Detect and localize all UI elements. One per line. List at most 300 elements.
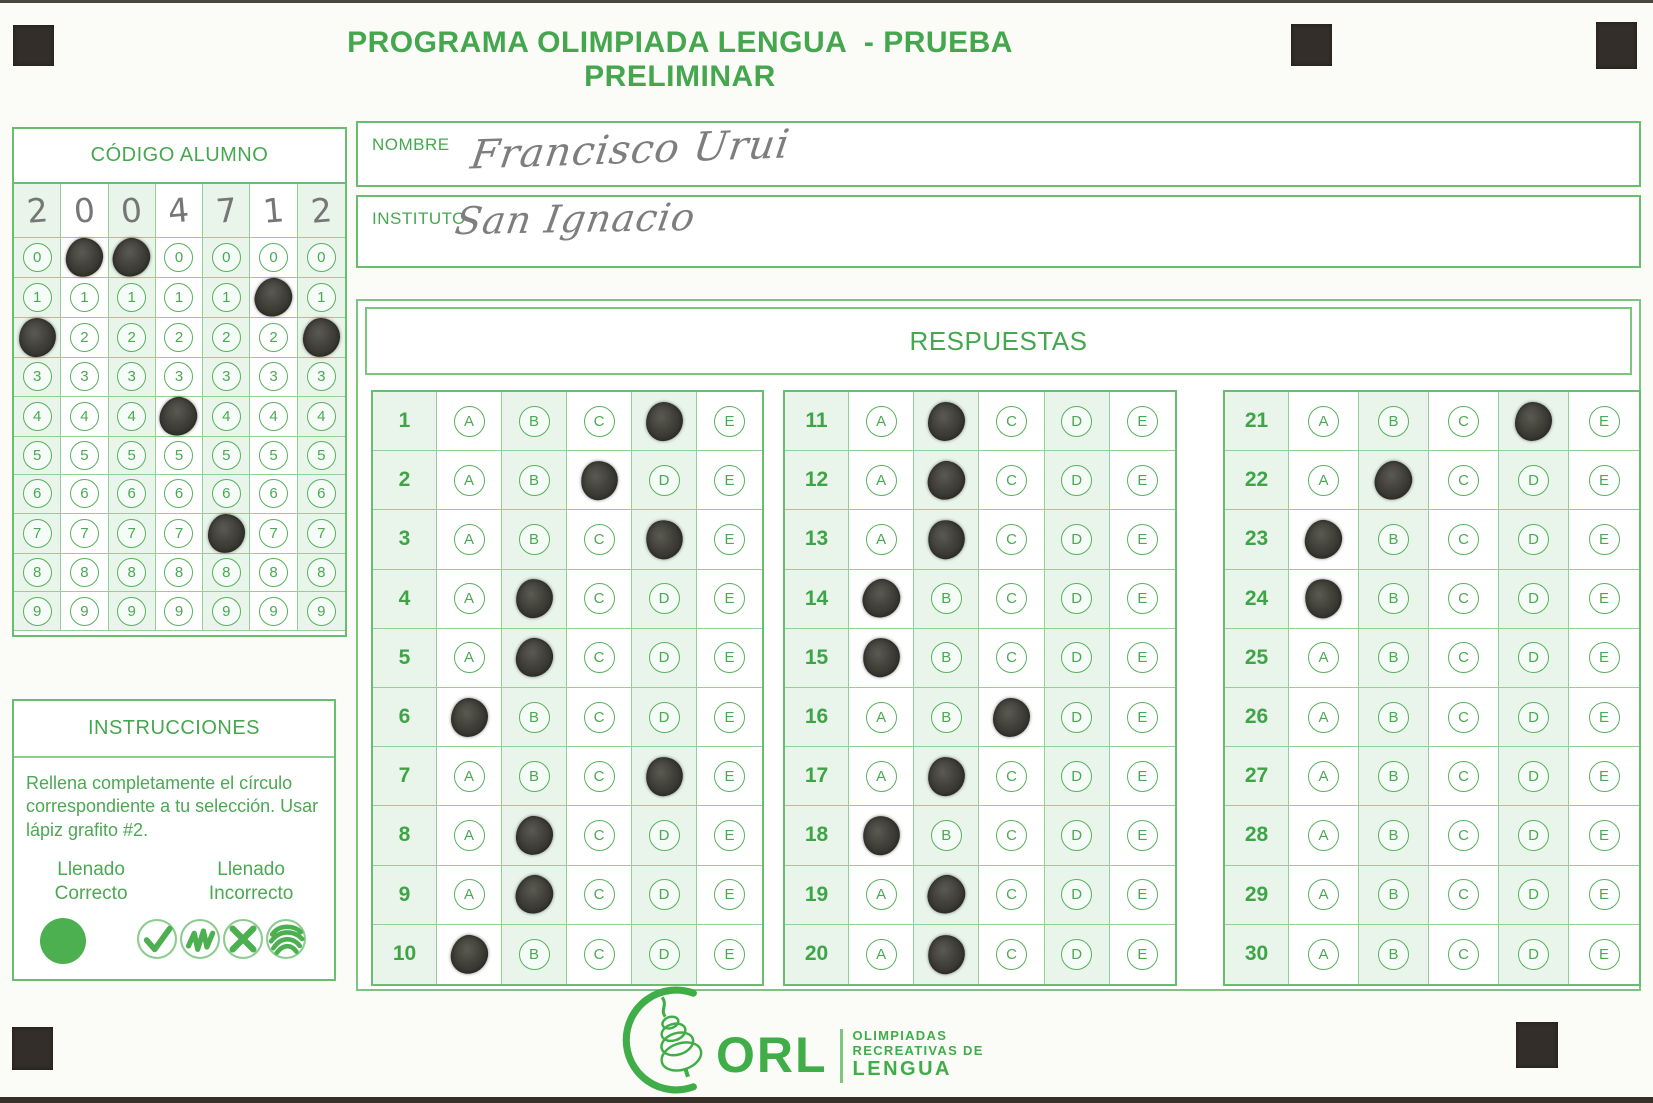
answer-bubble-18-E[interactable]: E (1127, 820, 1158, 851)
answer-bubble-9-E[interactable]: E (714, 879, 745, 910)
answer-cell (1499, 570, 1569, 629)
answer-bubble-1-D-filled[interactable] (645, 401, 684, 442)
logo-line-2: RECREATIVAS DE (852, 1042, 984, 1058)
codigo-bubble-8[interactable]: 8 (259, 558, 288, 587)
answer-bubble-27-B[interactable]: B (1378, 761, 1409, 792)
answer-bubble-17-D[interactable]: D (1061, 761, 1092, 792)
answer-cell (979, 451, 1044, 510)
answer-bubble-16-D[interactable]: D (1061, 702, 1092, 733)
answer-bubble-27-E[interactable]: E (1589, 761, 1620, 792)
answer-bubble-16-A[interactable]: A (866, 702, 897, 733)
answer-bubble-27-C[interactable]: C (1448, 761, 1479, 792)
answer-bubble-22-A[interactable]: A (1308, 465, 1339, 496)
codigo-bubble-0-filled[interactable] (64, 236, 105, 279)
answer-bubble-15-E[interactable]: E (1127, 642, 1158, 673)
codigo-cell (250, 475, 297, 514)
answer-bubble-30-A[interactable]: A (1308, 939, 1339, 970)
codigo-cell (14, 554, 61, 593)
answer-bubble-30-C[interactable]: C (1448, 939, 1479, 970)
codigo-bubble-1[interactable]: 1 (23, 283, 52, 312)
answer-bubble-15-C[interactable]: C (996, 642, 1027, 673)
answer-bubble-22-E[interactable]: E (1589, 465, 1620, 496)
answer-bubble-20-B-filled[interactable] (925, 933, 967, 977)
answer-bubble-5-E[interactable]: E (714, 642, 745, 673)
answer-bubble-25-A[interactable]: A (1308, 642, 1339, 673)
respuestas-section (356, 299, 1641, 991)
answer-bubble-16-C-filled[interactable] (993, 697, 1031, 737)
codigo-bubble-2[interactable]: 2 (259, 323, 288, 352)
answer-bubble-5-A[interactable]: A (454, 642, 485, 673)
answer-cell (1289, 510, 1359, 569)
answer-bubble-18-D[interactable]: D (1061, 820, 1092, 851)
codigo-bubble-3[interactable]: 3 (164, 362, 193, 391)
codigo-bubble-6[interactable]: 6 (23, 479, 52, 508)
answer-cell (502, 925, 567, 984)
answer-bubble-23-A-filled[interactable] (1302, 518, 1344, 562)
codigo-cell (61, 318, 108, 358)
answer-bubble-7-B[interactable]: B (519, 761, 550, 792)
answer-bubble-12-A[interactable]: A (866, 465, 897, 496)
answer-cell (632, 806, 697, 865)
answer-bubble-24-B[interactable]: B (1378, 583, 1409, 614)
codigo-bubble-4[interactable]: 4 (117, 402, 146, 431)
codigo-bubble-2[interactable]: 2 (212, 323, 241, 352)
answer-bubble-26-D[interactable]: D (1518, 702, 1549, 733)
answer-cell (437, 451, 502, 510)
answer-cell (1569, 570, 1639, 629)
codigo-bubble-5[interactable]: 5 (70, 441, 99, 470)
answer-bubble-8-D[interactable]: D (649, 820, 680, 851)
answer-bubble-14-D[interactable]: D (1061, 583, 1092, 614)
answer-cell (502, 392, 567, 451)
codigo-bubble-1[interactable]: 1 (164, 283, 193, 312)
codigo-cell (14, 238, 61, 278)
answer-bubble-9-B-filled[interactable] (511, 871, 557, 918)
answer-bubble-4-C[interactable]: C (584, 583, 615, 614)
answer-bubble-8-B-filled[interactable] (514, 815, 554, 856)
answer-cell (1110, 451, 1175, 510)
answer-bubble-18-A-filled[interactable] (859, 813, 903, 858)
codigo-bubble-5[interactable]: 5 (23, 441, 52, 470)
codigo-bubble-2[interactable]: 2 (70, 323, 99, 352)
nombre-field (356, 121, 1641, 187)
answer-bubble-10-C[interactable]: C (584, 939, 615, 970)
codigo-bubble-3[interactable]: 3 (307, 362, 336, 391)
answer-cell (437, 629, 502, 688)
answer-cell (697, 747, 762, 806)
answer-bubble-3-D-filled[interactable] (641, 515, 688, 563)
logo-line-1: OLIMPIADAS (852, 1027, 948, 1043)
answer-bubble-14-C[interactable]: C (996, 583, 1027, 614)
answer-bubble-25-B[interactable]: B (1378, 642, 1409, 673)
x-circle-icon (223, 916, 266, 967)
answer-bubble-18-C[interactable]: C (996, 820, 1027, 851)
codigo-bubble-0[interactable]: 0 (212, 243, 241, 272)
codigo-bubble-3[interactable]: 3 (23, 362, 52, 391)
answer-bubble-24-C[interactable]: C (1448, 583, 1479, 614)
answer-bubble-22-C[interactable]: C (1448, 465, 1479, 496)
answer-bubble-1-E[interactable]: E (714, 406, 745, 437)
answer-bubble-10-E[interactable]: E (714, 939, 745, 970)
answer-bubble-11-A[interactable]: A (866, 406, 897, 437)
answer-cell (979, 747, 1044, 806)
codigo-bubble-8[interactable]: 8 (117, 558, 146, 587)
answer-cell (1045, 392, 1110, 451)
codigo-cell (203, 514, 250, 554)
answer-bubble-3-A[interactable]: A (454, 524, 485, 555)
answer-bubble-30-E[interactable]: E (1589, 939, 1620, 970)
answer-row (373, 806, 762, 865)
codigo-bubble-8[interactable]: 8 (307, 558, 336, 587)
answer-bubble-4-A[interactable]: A (454, 583, 485, 614)
codigo-bubble-4[interactable]: 4 (307, 402, 336, 431)
answer-bubble-1-B[interactable]: B (519, 406, 550, 437)
answer-bubble-17-B-filled[interactable] (926, 755, 966, 797)
answer-cell (697, 510, 762, 569)
codigo-bubble-9[interactable]: 9 (117, 597, 146, 626)
codigo-cell (298, 318, 345, 358)
codigo-cell (298, 238, 345, 278)
codigo-bubble-8[interactable]: 8 (23, 558, 52, 587)
answer-bubble-2-B[interactable]: B (519, 465, 550, 496)
answer-bubble-12-E[interactable]: E (1127, 465, 1158, 496)
answer-bubble-8-A[interactable]: A (454, 820, 485, 851)
answer-bubble-25-C[interactable]: C (1448, 642, 1479, 673)
check-circle-icon (137, 916, 180, 967)
codigo-bubble-5[interactable]: 5 (259, 441, 288, 470)
codigo-cell (250, 437, 297, 476)
answer-bubble-22-D[interactable]: D (1518, 465, 1549, 496)
codigo-bubble-9[interactable]: 9 (164, 597, 193, 626)
answer-bubble-16-B[interactable]: B (931, 702, 962, 733)
answer-cell (437, 866, 502, 925)
answer-bubble-8-E[interactable]: E (714, 820, 745, 851)
codigo-bubble-2-filled[interactable] (302, 317, 341, 358)
answer-bubble-2-E[interactable]: E (714, 465, 745, 496)
codigo-bubble-9[interactable]: 9 (23, 597, 52, 626)
answer-bubble-25-D[interactable]: D (1518, 642, 1549, 673)
answer-bubble-2-D[interactable]: D (649, 465, 680, 496)
answer-cell (849, 747, 914, 806)
codigo-cell (203, 397, 250, 437)
answer-bubble-13-D[interactable]: D (1061, 524, 1092, 555)
codigo-cell (156, 318, 203, 358)
answer-bubble-29-C[interactable]: C (1448, 879, 1479, 910)
question-number: 14 (785, 570, 849, 629)
codigo-bubble-9[interactable]: 9 (259, 597, 288, 626)
codigo-bubble-1[interactable]: 1 (212, 283, 241, 312)
answer-bubble-30-B[interactable]: B (1378, 939, 1409, 970)
answer-bubble-28-A[interactable]: A (1308, 820, 1339, 851)
answer-bubble-29-D[interactable]: D (1518, 879, 1549, 910)
codigo-cell (61, 437, 108, 476)
answer-bubble-14-B[interactable]: B (931, 583, 962, 614)
codigo-bubble-7[interactable]: 7 (23, 519, 52, 548)
codigo-bubble-5[interactable]: 5 (212, 441, 241, 470)
codigo-bubble-7-filled[interactable] (207, 513, 245, 553)
codigo-bubble-6[interactable]: 6 (117, 479, 146, 508)
answer-bubble-7-A[interactable]: A (454, 761, 485, 792)
codigo-cell (156, 238, 203, 278)
codigo-bubble-5[interactable]: 5 (117, 441, 146, 470)
answer-bubble-23-B[interactable]: B (1378, 524, 1409, 555)
codigo-bubble-1[interactable]: 1 (307, 283, 336, 312)
answer-bubble-17-C[interactable]: C (996, 761, 1027, 792)
answer-bubble-6-D[interactable]: D (649, 702, 680, 733)
answer-bubble-29-B[interactable]: B (1378, 879, 1409, 910)
answer-bubble-19-D[interactable]: D (1061, 879, 1092, 910)
answer-bubble-7-E[interactable]: E (714, 761, 745, 792)
codigo-bubble-7[interactable]: 7 (117, 519, 146, 548)
codigo-bubble-3[interactable]: 3 (212, 362, 241, 391)
answer-bubble-13-C[interactable]: C (996, 524, 1027, 555)
answer-bubble-13-E[interactable]: E (1127, 524, 1158, 555)
answer-cell (1499, 747, 1569, 806)
answer-bubble-18-B[interactable]: B (931, 820, 962, 851)
answer-bubble-21-A[interactable]: A (1308, 406, 1339, 437)
codigo-bubble-7[interactable]: 7 (164, 519, 193, 548)
answer-bubble-26-C[interactable]: C (1448, 702, 1479, 733)
answer-bubble-2-A[interactable]: A (454, 465, 485, 496)
incorrect-icons (137, 916, 309, 967)
codigo-bubble-1-filled[interactable] (251, 274, 297, 321)
answer-bubble-15-A-filled[interactable] (860, 636, 902, 680)
answer-cell (914, 570, 979, 629)
codigo-cell (203, 554, 250, 593)
answer-cell (1429, 688, 1499, 747)
question-number: 17 (785, 747, 849, 806)
codigo-grid (14, 184, 345, 631)
answer-cell (1289, 925, 1359, 984)
codigo-bubble-3[interactable]: 3 (117, 362, 146, 391)
codigo-cell (203, 592, 250, 631)
codigo-bubble-0-filled[interactable] (109, 234, 154, 280)
codigo-bubble-7[interactable]: 7 (307, 519, 336, 548)
answer-bubble-3-E[interactable]: E (714, 524, 745, 555)
answer-bubble-21-D-filled[interactable] (1515, 401, 1553, 441)
answer-bubble-1-C[interactable]: C (584, 406, 615, 437)
question-number: 1 (373, 392, 437, 451)
answer-row (373, 510, 762, 569)
codigo-bubble-1[interactable]: 1 (117, 283, 146, 312)
codigo-cell (250, 592, 297, 631)
answer-bubble-16-E[interactable]: E (1127, 702, 1158, 733)
answer-bubble-29-A[interactable]: A (1308, 879, 1339, 910)
codigo-bubble-4[interactable]: 4 (70, 402, 99, 431)
answer-bubble-21-B[interactable]: B (1378, 406, 1409, 437)
answer-bubble-10-B[interactable]: B (519, 939, 550, 970)
answer-bubble-30-D[interactable]: D (1518, 939, 1549, 970)
answer-bubble-13-B-filled[interactable] (924, 516, 969, 562)
answer-bubble-22-B-filled[interactable] (1371, 457, 1416, 504)
answer-bubble-3-B[interactable]: B (519, 524, 550, 555)
answer-bubble-19-A[interactable]: A (866, 879, 897, 910)
answer-bubble-26-A[interactable]: A (1308, 702, 1339, 733)
codigo-bubble-6[interactable]: 6 (212, 479, 241, 508)
codigo-bubble-9[interactable]: 9 (212, 597, 241, 626)
answer-bubble-9-D[interactable]: D (649, 879, 680, 910)
codigo-bubble-0[interactable]: 0 (164, 243, 193, 272)
answer-bubble-27-D[interactable]: D (1518, 761, 1549, 792)
answer-cell (502, 688, 567, 747)
answer-bubble-27-A[interactable]: A (1308, 761, 1339, 792)
codigo-cell (156, 397, 203, 437)
answer-bubble-14-E[interactable]: E (1127, 583, 1158, 614)
answer-bubble-12-C[interactable]: C (996, 465, 1027, 496)
codigo-bubble-8[interactable]: 8 (212, 558, 241, 587)
codigo-bubble-3[interactable]: 3 (259, 362, 288, 391)
answer-bubble-28-B[interactable]: B (1378, 820, 1409, 851)
answer-bubble-6-A-filled[interactable] (450, 697, 488, 737)
answer-bubble-5-C[interactable]: C (584, 642, 615, 673)
answer-bubble-7-C[interactable]: C (584, 761, 615, 792)
answer-bubble-23-E[interactable]: E (1589, 524, 1620, 555)
answer-cell (567, 451, 632, 510)
answer-bubble-20-E[interactable]: E (1127, 939, 1158, 970)
answer-row (1225, 688, 1639, 747)
answer-bubble-21-E[interactable]: E (1589, 406, 1620, 437)
codigo-bubble-4[interactable]: 4 (23, 402, 52, 431)
answer-cell (697, 451, 762, 510)
answer-bubble-20-C[interactable]: C (996, 939, 1027, 970)
answer-bubble-4-D[interactable]: D (649, 583, 680, 614)
codigo-bubble-4[interactable]: 4 (212, 402, 241, 431)
answer-bubble-29-E[interactable]: E (1589, 879, 1620, 910)
answer-cell (502, 747, 567, 806)
answer-bubble-4-E[interactable]: E (714, 583, 745, 614)
codigo-cell (156, 278, 203, 318)
answer-bubble-24-A-filled[interactable] (1300, 575, 1347, 623)
codigo-bubble-2[interactable]: 2 (117, 323, 146, 352)
codigo-bubble-9[interactable]: 9 (70, 597, 99, 626)
codigo-bubble-4-filled[interactable] (156, 392, 202, 440)
answer-cell (1499, 510, 1569, 569)
answer-cell (849, 629, 914, 688)
answer-bubble-8-C[interactable]: C (584, 820, 615, 851)
answer-bubble-6-E[interactable]: E (714, 702, 745, 733)
answer-bubble-17-E[interactable]: E (1127, 761, 1158, 792)
codigo-bubble-0[interactable]: 0 (23, 243, 52, 272)
answer-bubble-19-C[interactable]: C (996, 879, 1027, 910)
answer-cell (1110, 570, 1175, 629)
answer-bubble-3-C[interactable]: C (584, 524, 615, 555)
answer-bubble-28-C[interactable]: C (1448, 820, 1479, 851)
answer-bubble-15-B[interactable]: B (931, 642, 962, 673)
answer-bubble-24-E[interactable]: E (1589, 583, 1620, 614)
answer-bubble-10-D[interactable]: D (649, 939, 680, 970)
answer-bubble-4-B-filled[interactable] (514, 578, 554, 619)
codigo-bubble-6[interactable]: 6 (164, 479, 193, 508)
answer-bubble-24-D[interactable]: D (1518, 583, 1549, 614)
answer-bubble-11-B-filled[interactable] (927, 401, 965, 441)
answer-cell (437, 806, 502, 865)
answer-bubble-11-E[interactable]: E (1127, 406, 1158, 437)
answer-bubble-10-A-filled[interactable] (448, 932, 491, 976)
answer-bubble-19-B-filled[interactable] (923, 871, 970, 919)
codigo-bubble-1[interactable]: 1 (70, 283, 99, 312)
codigo-bubble-4[interactable]: 4 (259, 402, 288, 431)
codigo-bubble-0[interactable]: 0 (307, 243, 336, 272)
answer-bubble-13-A[interactable]: A (866, 524, 897, 555)
answer-cell (849, 570, 914, 629)
answer-cell (1429, 510, 1499, 569)
answer-bubble-26-B[interactable]: B (1378, 702, 1409, 733)
codigo-bubble-5[interactable]: 5 (164, 441, 193, 470)
answer-bubble-6-B[interactable]: B (519, 702, 550, 733)
codigo-cell (14, 592, 61, 631)
answer-bubble-26-E[interactable]: E (1589, 702, 1620, 733)
answer-bubble-9-A[interactable]: A (454, 879, 485, 910)
answer-cell (1359, 688, 1429, 747)
answer-cell (1499, 925, 1569, 984)
answer-bubble-5-B-filled[interactable] (513, 636, 554, 679)
answer-bubble-6-C[interactable]: C (584, 702, 615, 733)
codigo-written-cell (203, 184, 250, 238)
answer-bubble-11-C[interactable]: C (996, 406, 1027, 437)
answer-cell (697, 806, 762, 865)
codigo-bubble-2-filled[interactable] (18, 317, 57, 358)
answer-bubble-28-E[interactable]: E (1589, 820, 1620, 851)
answer-bubble-20-A[interactable]: A (866, 939, 897, 970)
answer-bubble-12-D[interactable]: D (1061, 465, 1092, 496)
answer-bubble-15-D[interactable]: D (1061, 642, 1092, 673)
answer-bubble-20-D[interactable]: D (1061, 939, 1092, 970)
answer-bubble-5-D[interactable]: D (649, 642, 680, 673)
question-number: 13 (785, 510, 849, 569)
answer-cell (1569, 688, 1639, 747)
answer-bubble-19-E[interactable]: E (1127, 879, 1158, 910)
answer-bubble-23-C[interactable]: C (1448, 524, 1479, 555)
answer-bubble-11-D[interactable]: D (1061, 406, 1092, 437)
answer-cell (567, 925, 632, 984)
codigo-bubble-9[interactable]: 9 (307, 597, 336, 626)
codigo-bubble-3[interactable]: 3 (70, 362, 99, 391)
answer-bubble-9-C[interactable]: C (584, 879, 615, 910)
question-number: 19 (785, 866, 849, 925)
answer-cell (914, 451, 979, 510)
answer-row (373, 866, 762, 925)
codigo-cell (61, 554, 108, 593)
codigo-cell (203, 358, 250, 397)
answer-cell (1045, 866, 1110, 925)
codigo-bubble-6[interactable]: 6 (307, 479, 336, 508)
answer-bubble-28-D[interactable]: D (1518, 820, 1549, 851)
codigo-bubble-8[interactable]: 8 (70, 558, 99, 587)
answer-bubble-7-D-filled[interactable] (643, 754, 686, 798)
answer-bubble-2-C-filled[interactable] (578, 458, 621, 502)
answer-bubble-17-A[interactable]: A (866, 761, 897, 792)
codigo-bubble-7[interactable]: 7 (70, 519, 99, 548)
answer-bubble-1-A[interactable]: A (454, 406, 485, 437)
answer-bubble-23-D[interactable]: D (1518, 524, 1549, 555)
codigo-bubble-2[interactable]: 2 (164, 323, 193, 352)
codigo-bubble-0[interactable]: 0 (259, 243, 288, 272)
answer-cell (502, 629, 567, 688)
codigo-bubble-6[interactable]: 6 (259, 479, 288, 508)
codigo-bubble-6[interactable]: 6 (70, 479, 99, 508)
answer-cell (697, 629, 762, 688)
answer-bubble-21-C[interactable]: C (1448, 406, 1479, 437)
codigo-bubble-5[interactable]: 5 (307, 441, 336, 470)
answer-bubble-14-A-filled[interactable] (858, 575, 905, 623)
answer-cell (1045, 925, 1110, 984)
codigo-bubble-7[interactable]: 7 (259, 519, 288, 548)
codigo-cell (156, 554, 203, 593)
answer-bubble-25-E[interactable]: E (1589, 642, 1620, 673)
codigo-bubble-8[interactable]: 8 (164, 558, 193, 587)
answer-bubble-12-B-filled[interactable] (924, 457, 968, 503)
codigo-cell (61, 475, 108, 514)
